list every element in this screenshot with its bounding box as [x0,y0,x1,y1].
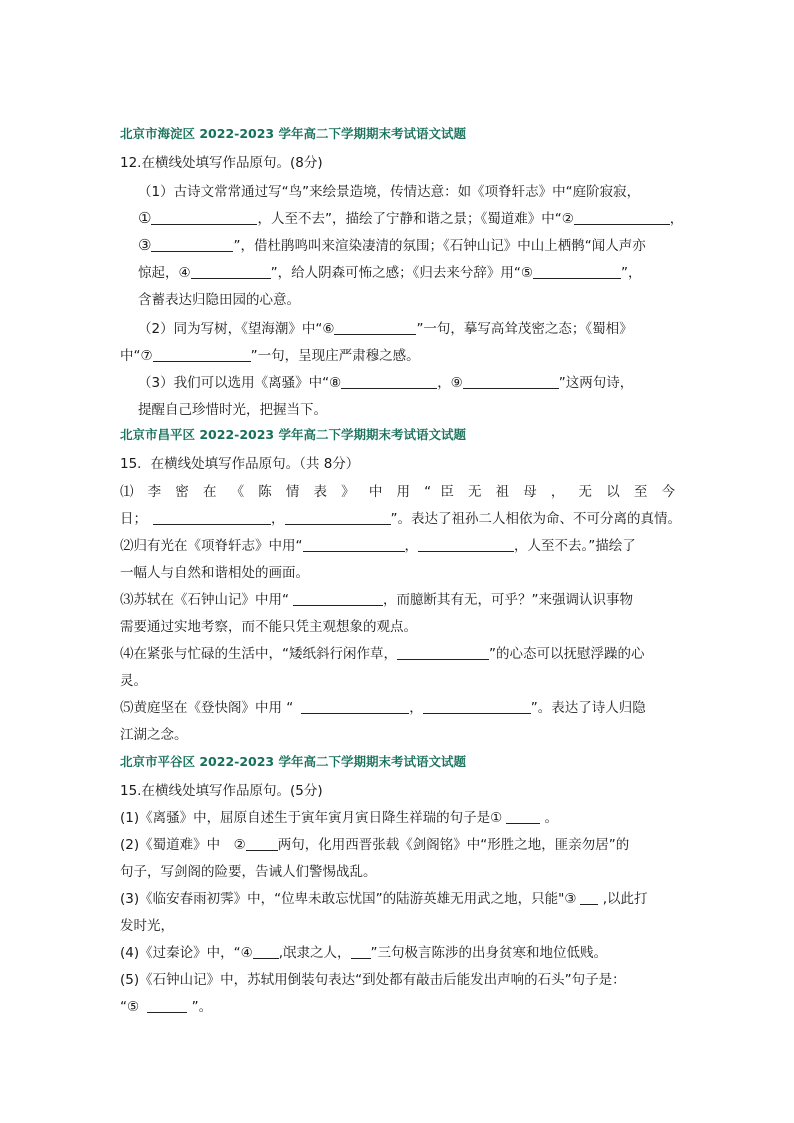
question-15-line: 江湖之念。 [120,727,188,743]
section-heading-changping: 北京市昌平区 2022-2023 学年高二下学期期末考试语文试题 [120,427,466,442]
question-15-line: (3)《临安春雨初霁》中，“位卑未敢忘忧国”的陆游英雄无用武之地，只能"③ ,以此打 [120,891,648,907]
question-15-line: 需要通过实地考察，而不能只凭主观想象的观点。 [120,619,417,635]
question-15-line: (2)《蜀道难》中 ② 两句，化用西晋张载《剑阁铭》中“形胜之地，匪亲勿居”的 [120,837,630,853]
question-15-line: 句子，写剑阁的险要，告诫人们警惕战乱。 [120,864,377,880]
question-15-line: 发时光， [120,918,174,934]
answer-blank[interactable] [153,511,271,526]
answer-blank[interactable] [147,999,187,1014]
question-12-title: 12.在横线处填写作品原句。(8分) [120,155,323,171]
question-15-title: 15．在横线处填写作品原句。（共 8分） [120,456,360,472]
question-12-line: 含蓄表达归隐田园的心意。 [138,292,300,308]
question-15-line: ⑴ 李 密 在 《 陈 情 表 》 中 用 “ 臣 无 祖 母 ， 无 以 至 今 [120,484,675,500]
answer-blank[interactable] [253,945,279,960]
question-15-line: (1)《离骚》中，屈原自述生于寅年寅月寅日降生祥瑞的句子是① 。 [120,810,559,826]
question-12-line: ① ，人至不去”，描绘了宁静和谐之景；《蜀道难》中“② ， [138,209,684,227]
question-15-line: ⑵归有光在《项脊轩志》中用“ ， ，人至不去。”描绘了 [120,538,636,554]
answer-blank[interactable] [580,891,598,906]
answer-blank[interactable] [574,211,670,226]
question-12-line: ③ ”，借杜鹃鸣叫来渲染凄清的氛围；《石钟山记》中山上栖鹘“闻人声亦 [138,236,646,254]
question-12-line: 中“⑦ ”一句，呈现庄严肃穆之感。 [120,348,420,364]
answer-blank[interactable] [191,265,271,280]
answer-blank[interactable] [423,700,531,715]
question-15-line: 灵。 [120,673,147,689]
question-12-line: （2）同为写树，《望海潮》中“⑥ ”一句，摹写高耸茂密之态；《蜀相》 [138,321,633,337]
question-15-line: “⑤ ”。 [120,999,213,1015]
question-12-line: 惊起，④ ”，给人阴森可怖之感；《归去来兮辞》用“⑤ ”， [138,265,642,281]
answer-blank[interactable] [397,646,489,661]
answer-blank[interactable] [153,348,251,363]
answer-blank[interactable] [506,810,540,825]
answer-blank[interactable] [303,538,405,553]
question-15-line: (4)《过秦论》中，“④ ,氓隶之人， ”三句极言陈涉的出身贫寒和地位低贱。 [120,945,608,961]
answer-blank[interactable] [285,511,391,526]
answer-blank[interactable] [351,945,371,960]
answer-blank[interactable] [533,265,621,280]
section-heading-pinggu: 北京市平谷区 2022-2023 学年高二下学期期末考试语文试题 [120,754,466,769]
question-12-line: 提醒自己珍惜时光，把握当下。 [138,402,327,418]
question-15-line: (5)《石钟山记》中，苏轼用倒装句表达“到处都有敲击后能发出声响的石头”句子是： [120,972,626,988]
section-heading-haidian: 北京市海淀区 2022-2023 学年高二下学期期末考试语文试题 [120,126,466,141]
question-12-line: （3）我们可以选用《离骚》中“⑧ ，⑨ ”这两句诗， [138,375,634,391]
answer-blank[interactable] [151,238,233,253]
answer-blank[interactable] [334,321,416,336]
answer-blank[interactable] [246,837,278,852]
question-15-line: ⑷在紧张与忙碌的生活中，“矮纸斜行闲作草， ”的心态可以抚慰浮躁的心 [120,646,645,662]
question-15-title: 15.在横线处填写作品原句。(5分) [120,783,323,799]
question-15-line: 日； ， ”。表达了祖孙二人相依为命、不可分离的真情。 [120,511,681,527]
answer-blank[interactable] [418,538,514,553]
answer-blank[interactable] [463,375,559,390]
answer-blank[interactable] [151,211,257,226]
question-15-line: 一幅人与自然和谐相处的画面。 [120,565,309,581]
answer-blank[interactable] [301,700,409,715]
question-12-line: （1）古诗文常常通过写“鸟”来绘景造境，传情达意：如《项脊轩志》中“庭阶寂寂， [138,184,641,200]
answer-blank[interactable] [293,592,383,607]
answer-blank[interactable] [341,375,437,390]
question-15-line: ⑸黄庭坚在《登快阁》中用 “ ， ”。表达了诗人归隐 [120,700,646,716]
question-15-line: ⑶苏轼在《石钟山记》中用“ ，而臆断其有无，可乎？”来强调认识事物 [120,592,633,608]
